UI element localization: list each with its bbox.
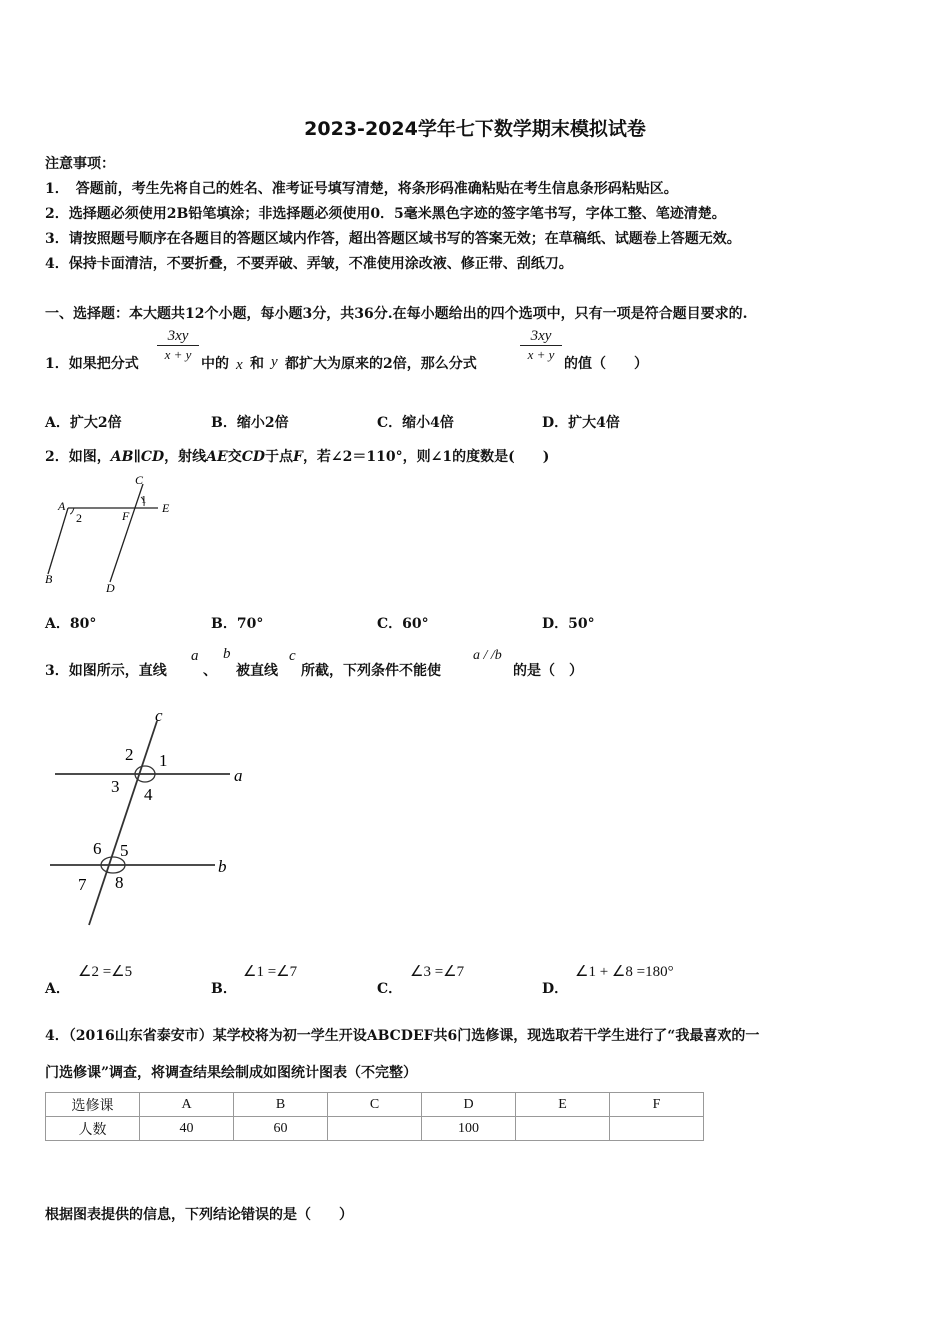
label-b: b	[218, 857, 227, 876]
table-cell: 100	[422, 1117, 516, 1141]
fraction-numerator: 3xy	[530, 328, 552, 344]
label-5: 5	[120, 841, 129, 860]
table-cell: 40	[140, 1117, 234, 1141]
line-ab	[48, 508, 68, 574]
angle-2-arc	[70, 508, 74, 514]
notice-item: 3．请按照题号顺序在各题目的答题区域内作答，超出答题区域书写的答案无效；在草稿纸、试题卷上答题无效。	[45, 231, 741, 247]
notice-heading: 注意事项：	[45, 156, 115, 172]
label-2: 2	[125, 745, 134, 764]
q3-option-c-expr[interactable]: ∠3 =∠7	[410, 964, 465, 980]
q1-suffix: 的值（ ）	[564, 356, 648, 372]
section-heading: 一、选择题：本大题共12个小题，每小题3分，共36分.在每小题给出的四个选项中，只有一项是符合题目要求的.	[45, 306, 748, 322]
table-header-cell: C	[328, 1093, 422, 1117]
q1-fraction-1	[157, 327, 199, 364]
q3-option-a-letter[interactable]: A．	[45, 981, 70, 997]
q3-option-d-expr[interactable]: ∠1 + ∠8 =180°	[575, 964, 674, 980]
q1-option-a[interactable]: A．扩大2倍	[45, 415, 122, 431]
q2-option-c[interactable]: C．60°	[377, 616, 429, 632]
label-D: D	[106, 581, 115, 595]
notice-item: 2．选择题必须使用2B铅笔填涂；非选择题必须使用0．5毫米黑色字迹的签字笔书写，字体工整、笔迹清楚。	[45, 206, 726, 222]
table-cell: 60	[234, 1117, 328, 1141]
q2-text: 2．如图，	[45, 449, 111, 465]
label-7: 7	[78, 875, 87, 894]
q4-table	[45, 1092, 704, 1141]
q1-mid2: 和	[250, 356, 264, 372]
q4-line2: 门选修课”调查，将调查结果绘制成如图统计图表（不完整）	[45, 1065, 418, 1081]
q3-text-b: 被直线	[236, 663, 278, 679]
q3-var-b: b	[223, 646, 231, 662]
label-6: 6	[93, 839, 102, 858]
table-row	[46, 1117, 704, 1141]
q3-option-d-letter[interactable]: D．	[542, 981, 569, 997]
q3-option-c-letter[interactable]: C．	[377, 981, 403, 997]
table-cell: 人数	[46, 1117, 140, 1141]
notice-item: 4．保持卡面清洁，不要折叠，不要弄破、弄皱，不准使用涂改液、修正带、刮纸刀。	[45, 256, 573, 272]
label-a: a	[234, 766, 243, 785]
line-c	[89, 721, 157, 925]
q1-var-y: y	[271, 354, 278, 370]
q1-mid1: 中的	[201, 356, 229, 372]
table-cell	[328, 1117, 422, 1141]
notice-item: 1． 答题前，考生先将自己的姓名、准考证号填写清楚，将条形码准确粘贴在考生信息条形码粘贴区。	[45, 181, 678, 197]
label-1: 1	[159, 751, 168, 770]
page-title: 2023-2024学年七下数学期末模拟试卷	[304, 118, 646, 140]
q2-text: 于点	[264, 449, 293, 465]
q2-point: F	[292, 449, 303, 465]
q2-text: ，若∠2＝110°，则∠1的度数是( )	[302, 449, 550, 465]
q3-option-a-expr[interactable]: ∠2 =∠5	[78, 964, 133, 980]
q3-text-c: 所截，下列条件不能使	[301, 663, 441, 679]
q1-fraction-2	[520, 327, 562, 364]
label-A: A	[58, 499, 66, 513]
table-header-cell: D	[422, 1093, 516, 1117]
q3-figure	[45, 703, 255, 933]
q2-text: ，射线	[164, 449, 207, 465]
label-C: C	[135, 473, 144, 487]
label-B: B	[45, 572, 53, 586]
label-c: c	[155, 706, 163, 725]
q2-parallel: AB∥CD	[110, 449, 165, 465]
q2-figure	[40, 470, 190, 600]
q1-option-c[interactable]: C．缩小4倍	[377, 415, 454, 431]
q1-var-x: x	[236, 357, 243, 373]
table-header-cell: B	[234, 1093, 328, 1117]
table-row	[46, 1093, 704, 1117]
label-4: 4	[144, 785, 153, 804]
table-header-cell: F	[610, 1093, 704, 1117]
label-1: 1	[141, 494, 147, 506]
q3-sep: 、	[203, 663, 217, 679]
q2-option-d[interactable]: D．50°	[542, 616, 595, 632]
q2-text: 交	[227, 449, 242, 465]
q2-stem	[45, 446, 549, 466]
table-header-cell: 选修课	[46, 1093, 140, 1117]
q1-option-b[interactable]: B．缩小2倍	[211, 415, 289, 431]
table-header-cell: E	[516, 1093, 610, 1117]
fraction-denominator: x + y	[164, 347, 192, 362]
q3-option-b-letter[interactable]: B．	[211, 981, 237, 997]
q3-text-a: 3．如图所示，直线	[45, 663, 167, 679]
line-cd	[110, 484, 143, 582]
label-E: E	[162, 501, 170, 515]
label-F: F	[122, 509, 130, 523]
label-8: 8	[115, 873, 124, 892]
q1-mid3: 都扩大为原来的2倍，那么分式	[285, 356, 477, 372]
q2-seg: CD	[241, 449, 265, 465]
fraction-numerator: 3xy	[167, 328, 189, 344]
table-cell	[610, 1117, 704, 1141]
table-header-cell: A	[140, 1093, 234, 1117]
q2-ray: AE	[206, 449, 228, 465]
q2-option-a[interactable]: A．80°	[45, 616, 97, 632]
table-cell	[516, 1117, 610, 1141]
q3-var-c: c	[289, 648, 296, 664]
fraction-denominator: x + y	[527, 347, 555, 362]
q3-var-a: a	[191, 648, 199, 664]
q3-option-b-expr[interactable]: ∠1 =∠7	[243, 964, 298, 980]
q1-prefix: 1．如果把分式	[45, 356, 139, 372]
label-2: 2	[76, 511, 82, 525]
q1-option-d[interactable]: D．扩大4倍	[542, 415, 620, 431]
q3-condition: a / /b	[473, 648, 502, 663]
q4-question: 根据图表提供的信息，下列结论错误的是（ ）	[45, 1207, 353, 1223]
q2-option-b[interactable]: B．70°	[211, 616, 264, 632]
label-3: 3	[111, 777, 120, 796]
q3-text-d: 的是（ ）	[513, 663, 583, 679]
q4-line1: 4．（2016山东省泰安市）某学校将为初一学生开设ABCDEF共6门选修课，现选取若干学生进行了“我最喜欢的一	[45, 1028, 760, 1044]
